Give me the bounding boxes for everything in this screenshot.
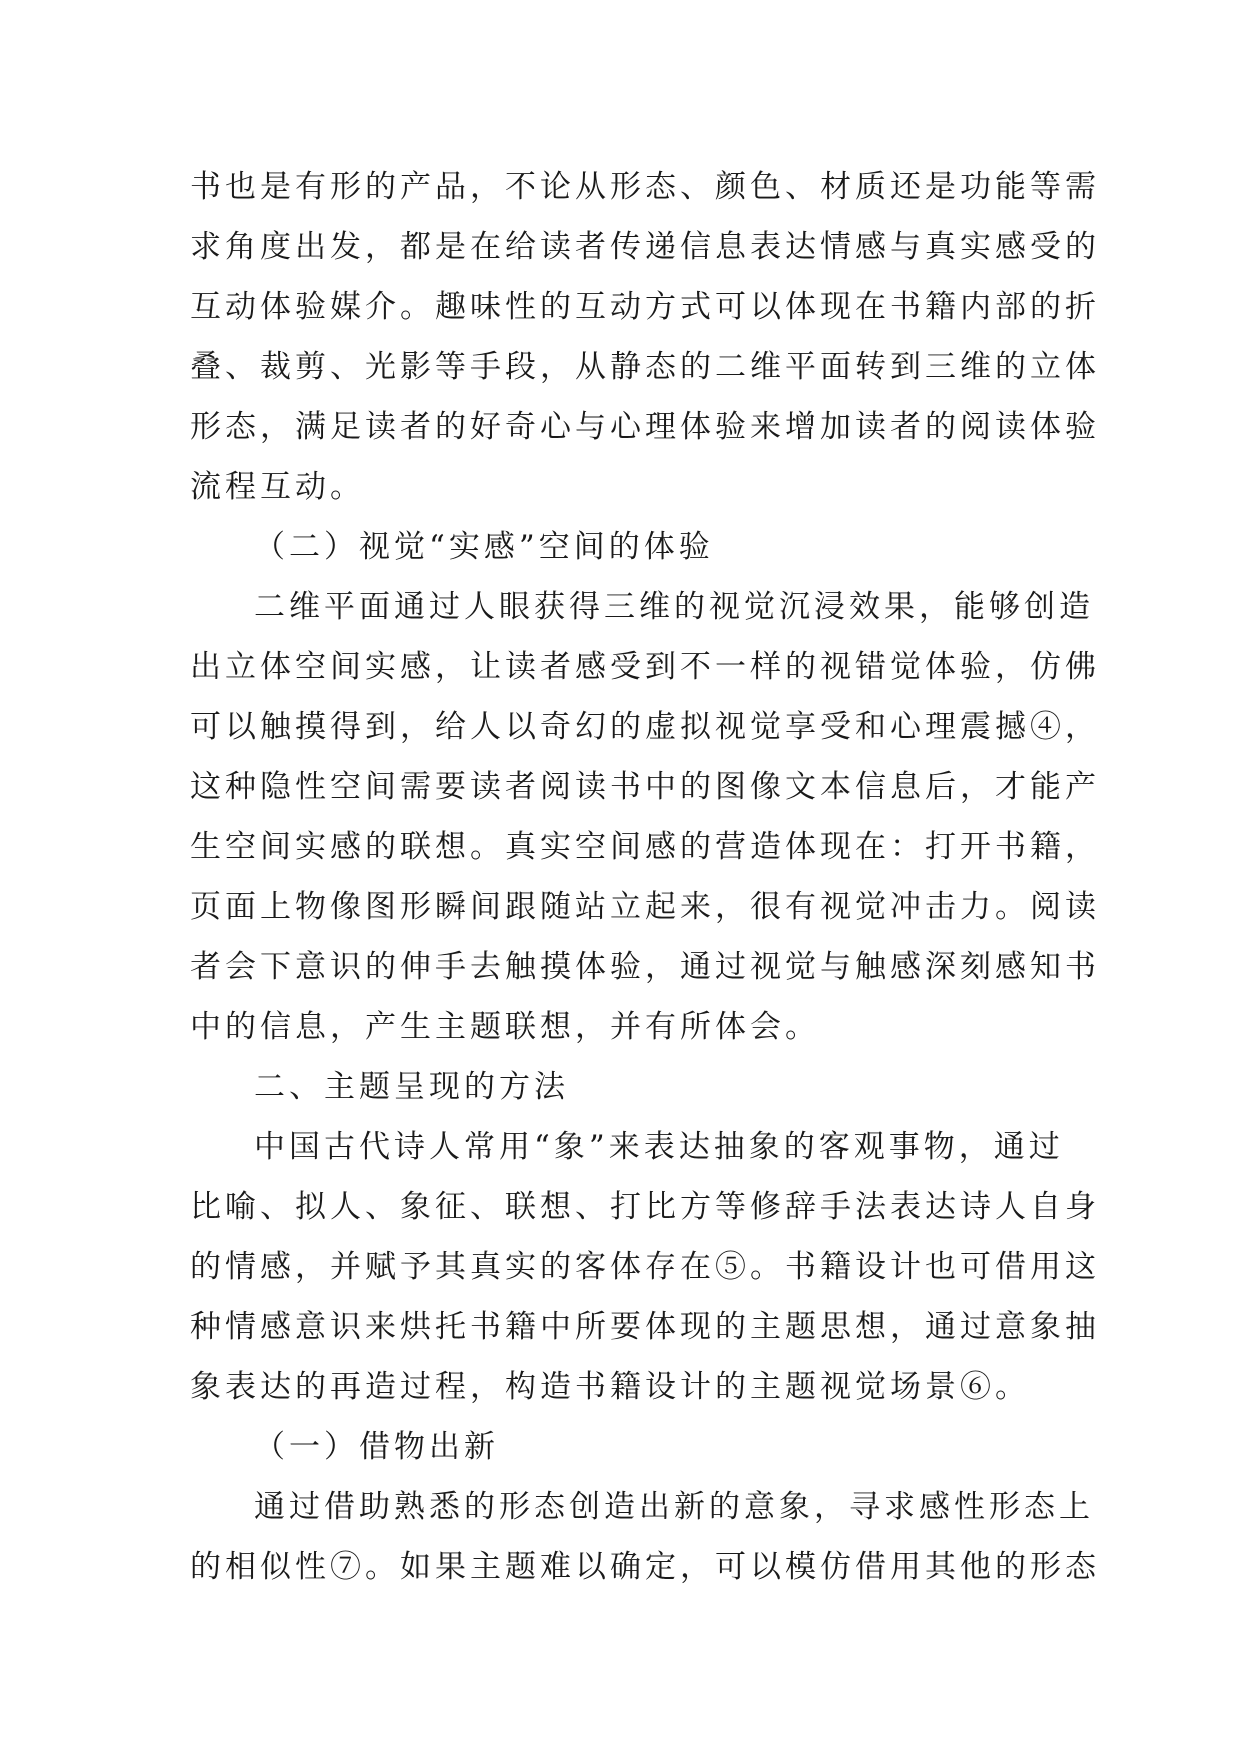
section-heading: （二）视觉“实感”空间的体验 bbox=[254, 529, 714, 565]
section-heading: 二、主题呈现的方法 bbox=[254, 1069, 569, 1105]
paragraph-line: 互动体验媒介。趣味性的互动方式可以体现在书籍内部的折 bbox=[190, 289, 1100, 325]
paragraph-line: 通过借助熟悉的形态创造出新的意象，寻求感性形态上 bbox=[254, 1489, 1094, 1525]
paragraph-line: 这种隐性空间需要读者阅读书中的图像文本信息后，才能产 bbox=[190, 769, 1100, 805]
paragraph-line: 出立体空间实感，让读者感受到不一样的视错觉体验，仿佛 bbox=[190, 649, 1100, 685]
paragraph-line: 种情感意识来烘托书籍中所要体现的主题思想，通过意象抽 bbox=[190, 1309, 1100, 1345]
paragraph-line: 书也是有形的产品，不论从形态、颜色、材质还是功能等需 bbox=[190, 169, 1100, 205]
document-body bbox=[190, 157, 1100, 1597]
paragraph-line: 可以触摸得到，给人以奇幻的虚拟视觉享受和心理震撼④， bbox=[190, 709, 1100, 745]
paragraph-line: 页面上物像图形瞬间跟随站立起来，很有视觉冲击力。阅读 bbox=[190, 889, 1100, 925]
paragraph-line: 叠、裁剪、光影等手段，从静态的二维平面转到三维的立体 bbox=[190, 349, 1100, 385]
paragraph-line: 流程互动。 bbox=[190, 469, 365, 505]
paragraph-line: 生空间实感的联想。真实空间感的营造体现在：打开书籍， bbox=[190, 829, 1100, 865]
paragraph-line: 的相似性⑦。如果主题难以确定，可以模仿借用其他的形态 bbox=[190, 1549, 1100, 1585]
paragraph-line: 形态，满足读者的好奇心与心理体验来增加读者的阅读体验 bbox=[190, 409, 1100, 445]
paragraph-line: 中的信息，产生主题联想，并有所体会。 bbox=[190, 1009, 820, 1045]
paragraph-line: 象表达的再造过程，构造书籍设计的主题视觉场景⑥。 bbox=[190, 1369, 1030, 1405]
paragraph-line: 比喻、拟人、象征、联想、打比方等修辞手法表达诗人自身 bbox=[190, 1189, 1100, 1225]
paragraph-line: 中国古代诗人常用“象”来表达抽象的客观事物，通过 bbox=[254, 1129, 1064, 1165]
paragraph-line: 者会下意识的伸手去触摸体验，通过视觉与触感深刻感知书 bbox=[190, 949, 1100, 985]
paragraph-line: 的情感，并赋予其真实的客体存在⑤。书籍设计也可借用这 bbox=[190, 1249, 1100, 1285]
paragraph-line: 二维平面通过人眼获得三维的视觉沉浸效果，能够创造 bbox=[254, 589, 1094, 625]
paragraph-line: 求角度出发，都是在给读者传递信息表达情感与真实感受的 bbox=[190, 229, 1100, 265]
section-heading: （一）借物出新 bbox=[254, 1429, 499, 1465]
